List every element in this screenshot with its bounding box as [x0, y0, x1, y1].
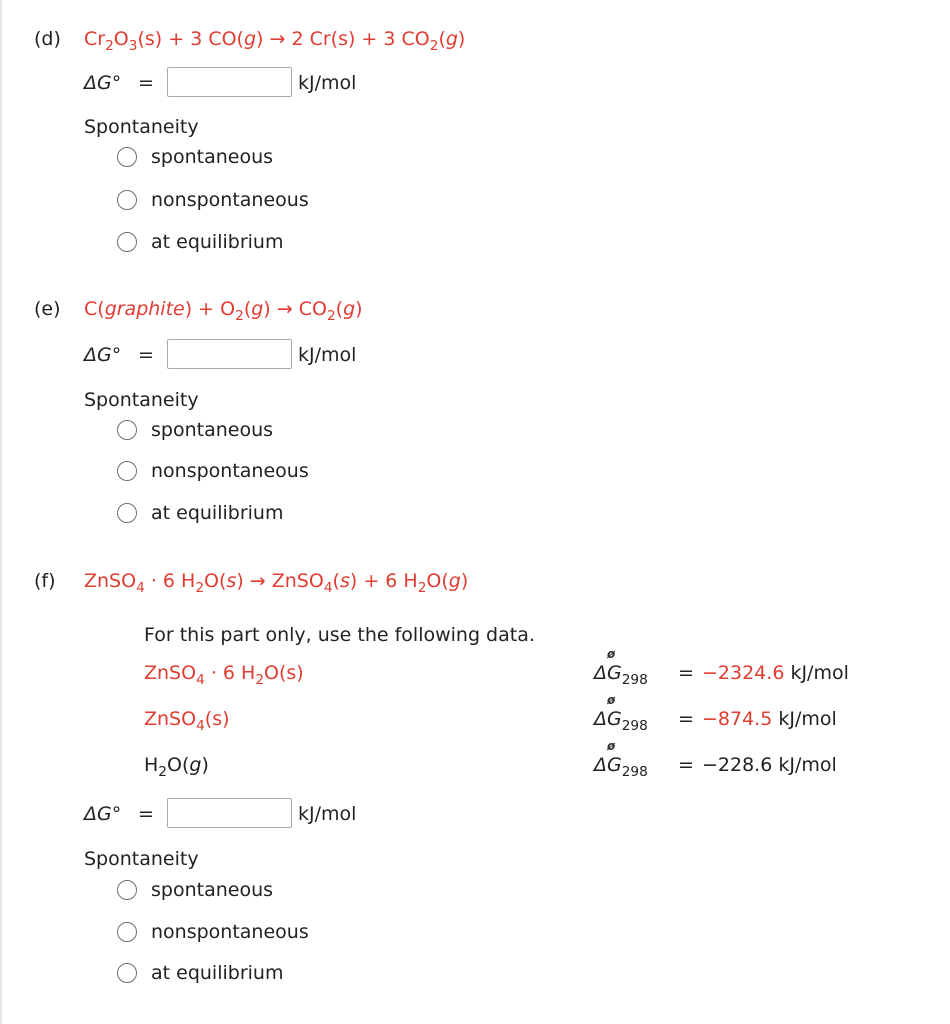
part-f-unit: kJ/mol	[298, 803, 357, 825]
part-e-reaction: C(graphite) + $O_2(g) \to CO_2(g)$	[84, 298, 363, 324]
part-e-equals: =	[138, 344, 154, 366]
part-f-reaction: ZnSO$_4$ · 6 $H_2O(s)$ → ZnSO$_4$(s) + 6 $H_2O(g)$	[84, 570, 469, 596]
left-border	[0, 0, 2, 1024]
data-row-2-species: ZnSO$_4$(s)	[144, 708, 230, 734]
part-d-spontaneity-label: Spontaneity	[84, 116, 199, 138]
part-e-option-nonspontaneous[interactable]: nonspontaneous	[151, 460, 309, 482]
standard-state-icon: ø	[607, 693, 616, 707]
part-e-option-spontaneous[interactable]: spontaneous	[151, 419, 274, 441]
part-d-radio-nonspontaneous[interactable]	[117, 190, 137, 210]
part-f-data-intro: For this part only, use the following data.	[144, 624, 535, 646]
part-d-delta-g-label: ΔG°	[84, 72, 122, 94]
part-e-radio-spontaneous[interactable]	[117, 420, 137, 440]
part-d-option-equilibrium[interactable]: at equilibrium	[151, 231, 284, 253]
data-row-2-g-symbol: ΔG ø $_{298}$	[594, 693, 648, 734]
part-d-option-spontaneous[interactable]: spontaneous	[151, 146, 274, 168]
part-e-unit: kJ/mol	[298, 344, 357, 366]
part-f-delta-g-input[interactable]	[167, 798, 292, 828]
part-d-option-nonspontaneous[interactable]: nonspontaneous	[151, 189, 309, 211]
standard-state-icon: ø	[607, 739, 616, 753]
part-f-radio-spontaneous[interactable]	[117, 880, 137, 900]
data-row-1-value: −2324.6 kJ/mol	[702, 662, 849, 684]
reaction-arrow-icon: →	[249, 570, 266, 592]
data-row-2-equals: =	[678, 708, 694, 730]
data-row-1-species: ZnSO$_4$ · 6 $H_2O(s)$	[144, 662, 304, 688]
data-row-1-g-symbol: ΔG ø $_{298}$	[594, 647, 648, 688]
data-row-2-value: −874.5 kJ/mol	[702, 708, 837, 730]
part-d-delta-g-input[interactable]	[167, 67, 292, 97]
part-d-unit: kJ/mol	[298, 72, 357, 94]
part-f-radio-equilibrium[interactable]	[117, 963, 137, 983]
part-f-option-spontaneous[interactable]: spontaneous	[151, 879, 274, 901]
part-e-radio-nonspontaneous[interactable]	[117, 461, 137, 481]
data-row-3-value: −228.6 kJ/mol	[702, 754, 837, 776]
part-f-option-equilibrium[interactable]: at equilibrium	[151, 962, 284, 984]
data-row-3-g-symbol: ΔG ø $_{298}$	[594, 739, 648, 780]
data-row-1-equals: =	[678, 662, 694, 684]
part-e-delta-g-input[interactable]	[167, 339, 292, 369]
part-d-equals: =	[138, 72, 154, 94]
part-f-equals: =	[138, 803, 154, 825]
part-f-radio-nonspontaneous[interactable]	[117, 922, 137, 942]
part-e-spontaneity-label: Spontaneity	[84, 389, 199, 411]
part-e-radio-equilibrium[interactable]	[117, 503, 137, 523]
reaction-arrow-icon: →	[269, 28, 286, 50]
reaction-arrow-icon: →	[276, 298, 293, 320]
part-d-radio-equilibrium[interactable]	[117, 232, 137, 252]
part-e-label: (e)	[34, 298, 61, 320]
part-e-option-equilibrium[interactable]: at equilibrium	[151, 502, 284, 524]
part-f-spontaneity-label: Spontaneity	[84, 848, 199, 870]
data-row-3-equals: =	[678, 754, 694, 776]
data-row-3-species: $H_2O(g)$	[144, 754, 209, 780]
standard-state-icon: ø	[607, 647, 616, 661]
part-f-label: (f)	[34, 570, 56, 592]
part-e-delta-g-label: ΔG°	[84, 344, 122, 366]
part-d-reaction: $Cr_2O_3(s) + 3$ CO(g) → 2 Cr(s) + 3 $CO_2(g)$	[84, 28, 466, 54]
part-d-radio-spontaneous[interactable]	[117, 147, 137, 167]
part-d-label: (d)	[34, 28, 61, 50]
part-f-option-nonspontaneous[interactable]: nonspontaneous	[151, 921, 309, 943]
part-f-delta-g-label: ΔG°	[84, 803, 122, 825]
